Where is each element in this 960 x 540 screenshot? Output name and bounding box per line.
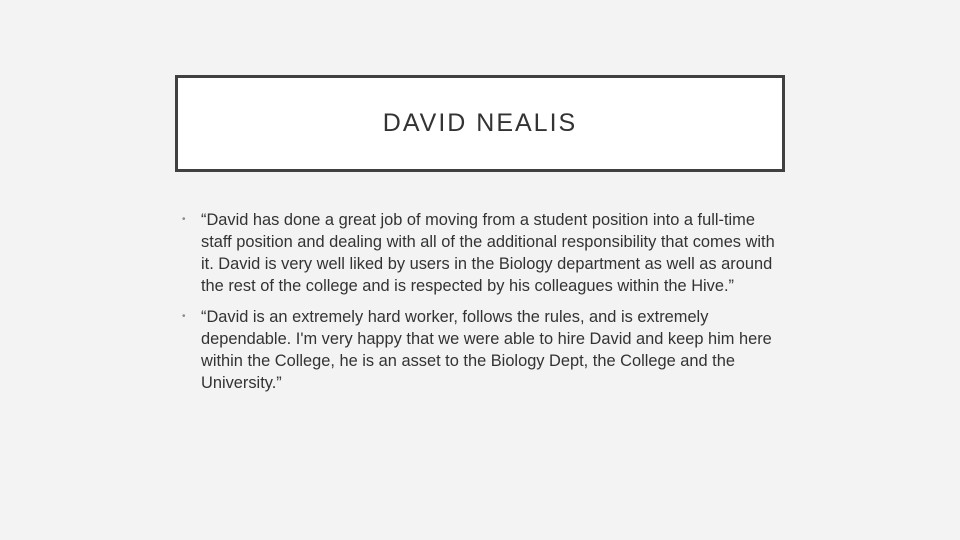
bullet-text: “David is an extremely hard worker, follows the rules, and is extremely dependable. I'm very happy that we were able to hire David and keep him here within the College, he is an asset to the Biology Dept, the College and the University.”	[201, 308, 772, 392]
bullet-list	[170, 209, 785, 403]
title-box	[175, 75, 785, 172]
bullet-marker-icon: •	[182, 311, 186, 322]
bullet-text: “David has done a great job of moving from a student position into a full-time staff position and dealing with all of the additional responsibility that comes with it. David is very well liked by users in the Biology department as well as around the rest of the college and is respected by his colleagues within the Hive.”	[201, 211, 775, 295]
bullet-marker-icon: •	[182, 214, 186, 225]
slide-title: DAVID NEALIS	[382, 109, 578, 137]
bullet-item	[170, 209, 785, 297]
bullet-item	[170, 306, 785, 394]
